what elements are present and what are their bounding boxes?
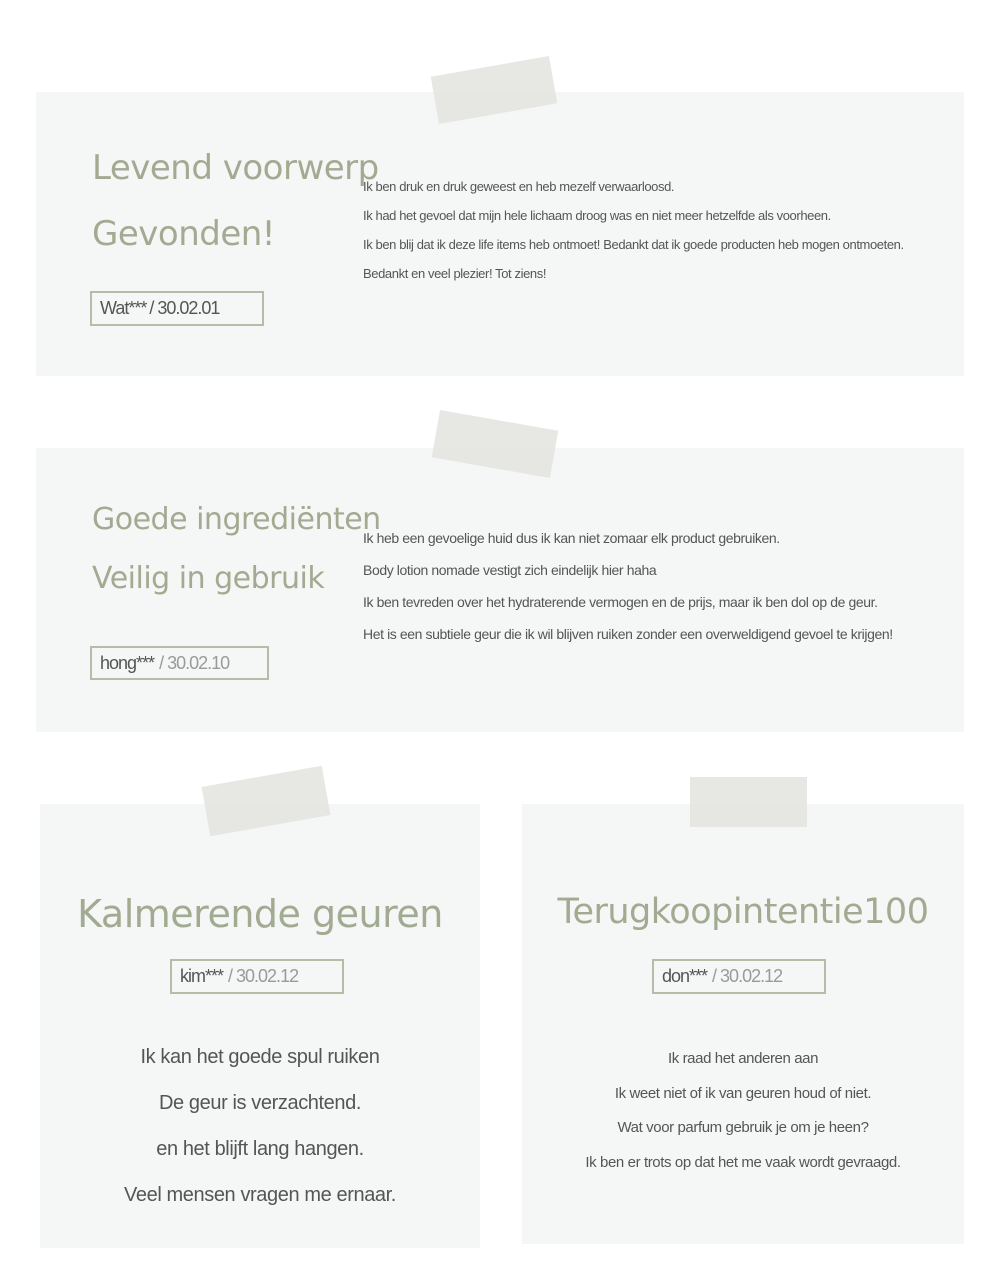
- review-line: Ik heb een gevoelige huid dus ik kan niet zomaar elk product gebruiken.: [363, 530, 780, 546]
- review-author-badge: [170, 959, 344, 994]
- review-line: Ik had het gevoel dat mijn hele lichaam droog was en niet meer hetzelfde als voorheen.: [363, 208, 831, 223]
- review-line: Ik weet niet of ik van geuren houd of niet.: [614, 1084, 872, 1102]
- author-name: hong***: [100, 652, 155, 673]
- review-card-3: [40, 804, 480, 1248]
- review-body: [522, 1042, 964, 1180]
- review-line: Wat voor parfum gebruik je om je heen?: [617, 1119, 869, 1136]
- review-date: / 30.02.10: [159, 652, 230, 673]
- author-name: kim***: [180, 966, 224, 986]
- review-body: [40, 1034, 480, 1218]
- review-title-line-1: Levend voorwerp: [92, 148, 379, 188]
- review-title-line-2: Gevonden!: [92, 214, 275, 254]
- review-line: De geur is verzachtend.: [158, 1092, 362, 1114]
- review-line: Bedankt en veel plezier! Tot ziens!: [363, 266, 547, 281]
- review-author-badge: [90, 291, 264, 326]
- review-line: Het is een subtiele geur die ik wil blijven ruiken zonder een overweldigend gevoel te krijgen!: [363, 626, 893, 642]
- review-line: Ik ben er trots op dat het me vaak wordt gevraagd.: [585, 1153, 901, 1171]
- tape-decoration: [690, 777, 807, 827]
- review-title: Kalmerende geuren: [77, 892, 443, 936]
- review-line: Ik kan het goede spul ruiken: [140, 1046, 380, 1068]
- review-title-line-1: Goede ingrediënten: [92, 502, 381, 537]
- review-line: Ik ben tevreden over het hydraterende vermogen en de prijs, maar ik ben dol op de geur.: [363, 594, 878, 610]
- review-date: / 30.02.12: [228, 966, 299, 986]
- review-line: Veel mensen vragen me ernaar.: [124, 1184, 396, 1206]
- review-card-2: [36, 448, 964, 732]
- review-card-1: [36, 92, 964, 376]
- review-line: Body lotion nomade vestigt zich eindelijk hier haha: [363, 562, 657, 578]
- review-date: / 30.02.01: [149, 298, 220, 318]
- review-body: [363, 522, 893, 650]
- review-title: Terugkoopintentie100: [557, 892, 929, 932]
- review-line: en het blijft lang hangen.: [156, 1138, 364, 1160]
- review-author-badge: [90, 646, 269, 680]
- author-name: don***: [662, 966, 708, 986]
- author-name: Wat***: [100, 298, 147, 318]
- review-line: Ik ben druk en druk geweest en heb mezelf verwaarloosd.: [363, 179, 675, 194]
- review-author-badge: [652, 959, 826, 994]
- review-date: / 30.02.12: [712, 966, 783, 986]
- review-title-line-2: Veilig in gebruik: [92, 561, 325, 596]
- review-card-4: [522, 804, 964, 1244]
- review-body: [363, 172, 904, 288]
- review-line: Ik ben blij dat ik deze life items heb ontmoet! Bedankt dat ik goede producten heb mogen ontmoeten.: [363, 237, 904, 252]
- review-line: Ik raad het anderen aan: [667, 1050, 819, 1067]
